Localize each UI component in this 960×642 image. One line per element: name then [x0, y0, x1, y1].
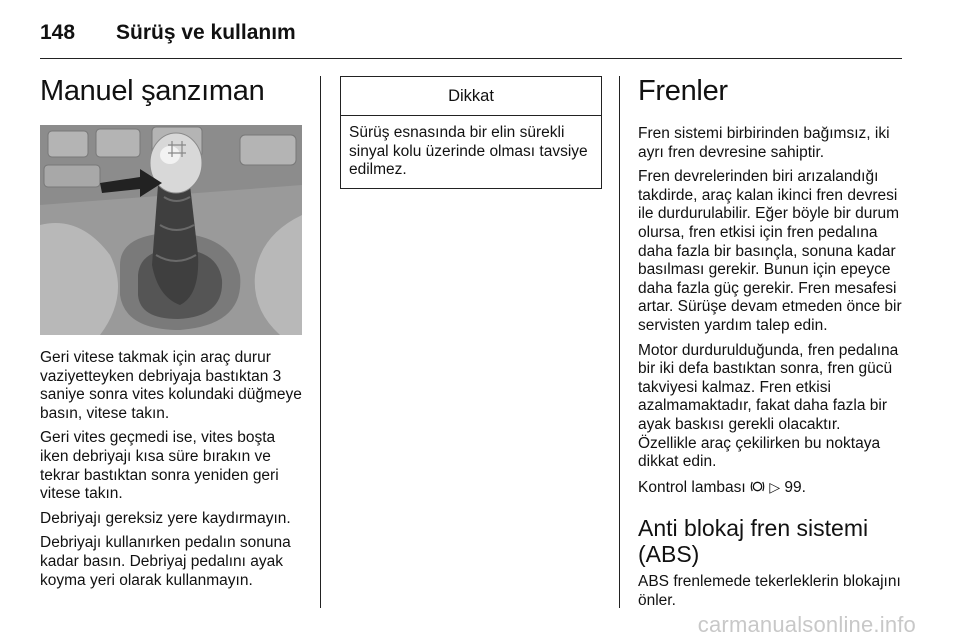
- page-header: [40, 18, 902, 59]
- paragraph-reverse-retry: Geri vites geçmedi ise, vites boşta iken debriyajı kısa süre bırakın ve tekrar bastıktan sonra yeniden geri vitese takın.: [40, 429, 279, 503]
- section-title-brakes: Frenler: [638, 75, 728, 107]
- left-column: [40, 76, 302, 590]
- page-reference-icon: ▷: [769, 478, 781, 495]
- lamp-reference-page: 99.: [784, 478, 806, 496]
- gear-shift-illustration: [40, 125, 302, 335]
- paragraph-clutch-slip: Debriyajı gereksiz yere kaydırmayın.: [40, 509, 291, 527]
- page-number: 148: [40, 21, 76, 44]
- middle-column: [340, 76, 602, 189]
- paragraph-engine-off: Motor durdurulduğunda, fren pedalına bir iki defa bastıktan sonra, fren gücü takviyesi kalmaz. Fren etkisi azalmamaktadır, fakat daha fazla bir ayak baskısı gerekli olacaktır. Özellikle araç çekilirken bu noktaya dikkat edin.: [638, 341, 899, 471]
- paragraph-circuit-failure: Fren devrelerinden biri arızalandığı takdirde, araç kalan ikinci fren devresi ile durdurulabilir. Eğer böyle bir durum olursa, fren etkisi için fren pedalına daha fazla bir basınçla, sonuna kadar basılması gerekir. Bunun için epeyce daha fazla güç gerekir. Fren mesafesi artar. Sürüşe devam etmeden önce bir servisten yardım talep edin.: [638, 168, 902, 334]
- notice-body: Sürüş esnasında bir elin sürekli sinyal kolu üzerinde olması tavsiye edilmez.: [349, 124, 588, 179]
- notice-box: [340, 76, 602, 189]
- right-column: [638, 76, 902, 610]
- section-title-manual-gearbox: Manuel şanzıman: [40, 75, 265, 107]
- running-title: Sürüş ve kullanım: [116, 21, 296, 44]
- lamp-reference-text: Kontrol lambası: [638, 478, 746, 496]
- section-title-abs: Anti blokaj fren sistemi (ABS): [638, 515, 869, 568]
- notice-heading: Dikkat: [341, 77, 601, 116]
- lamp-reference: [638, 478, 902, 498]
- column-divider-right: [619, 76, 620, 608]
- paragraph-reverse-gear: Geri vitese takmak için araç durur vaziyetteyken debriyaja bastıktan 3 saniye sonra vites kolundaki düğmeye basın, vitese takın.: [40, 349, 302, 422]
- paragraph-brake-circuits: Fren sistemi birbirinden bağımsız, iki ayrı fren devresine sahiptir.: [638, 125, 890, 161]
- column-divider-left: [320, 76, 321, 608]
- paragraph-clutch-pedal: Debriyajı kullanırken pedalın sonuna kadar basın. Debriyaj pedalını ayak koyma yeri olarak kullanmayın.: [40, 534, 291, 589]
- brake-warning-lamp-icon: [750, 479, 765, 494]
- watermark: carmanualsonline.info: [697, 612, 916, 637]
- gear-shift-image: [40, 125, 302, 335]
- paragraph-abs: ABS frenlemede tekerleklerin blokajını önler.: [638, 573, 901, 609]
